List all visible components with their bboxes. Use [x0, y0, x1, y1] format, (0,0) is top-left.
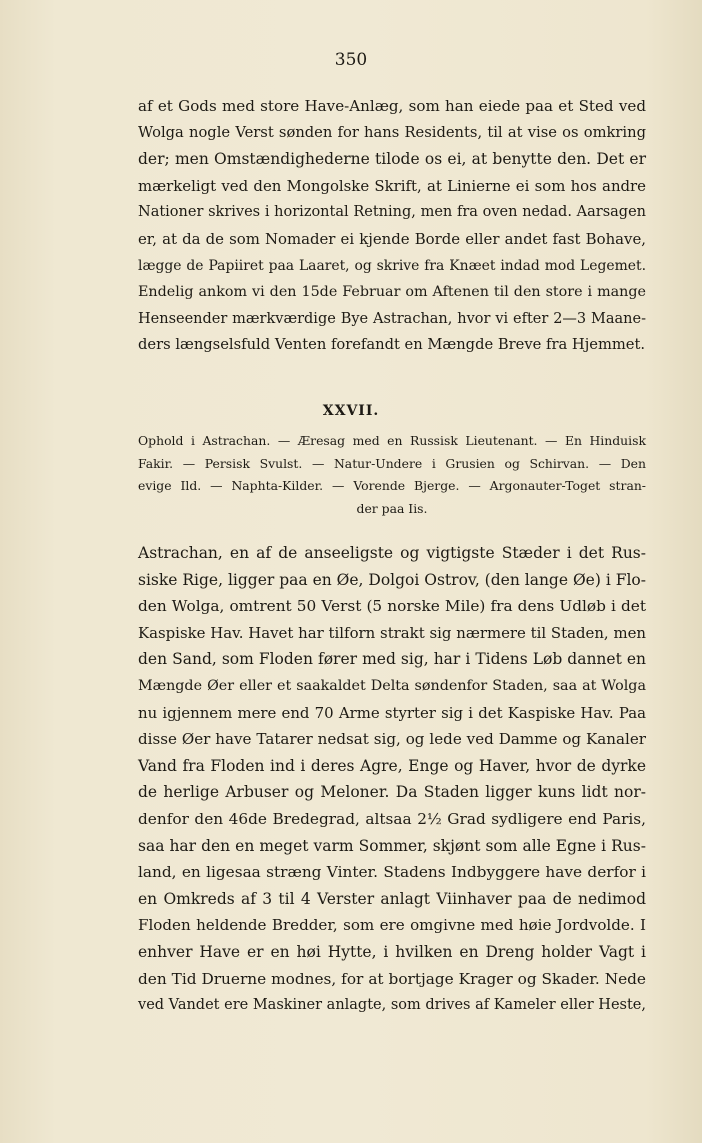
text-line: nu igjennem mere end 70 Arme styrter sig i det Kaspiske Hav. Paa [138, 703, 646, 722]
summary-line: Fakir. — Persisk Svulst. — Natur-Undere i Grusien og Schirvan. — Den [138, 455, 646, 471]
text-line: lægge de Papiiret paa Laaret, og skrive fra Knæet indad mod Legemet. [138, 257, 646, 274]
text-line: Floden heldende Bredder, som ere omgivne med høie Jordvolde. I [138, 916, 646, 935]
text-line: en Omkreds af 3 til 4 Verster anlagt Viinhaver paa de nedimod [138, 889, 646, 908]
text-line: disse Øer have Tatarer nedsat sig, og lede ved Damme og Kanaler [138, 730, 646, 749]
text-line: mærkeligt ved den Mongolske Skrift, at Linierne ei som hos andre [138, 176, 646, 195]
text-line: Wolga nogle Verst sønden for hans Residents, til at vise os omkring [138, 123, 646, 141]
text-line: den Tid Druerne modnes, for at bortjage Krager og Skader. Nede [138, 969, 646, 988]
text-line: land, en ligesaa stræng Vinter. Stadens Indbyggere have derfor i [138, 863, 646, 882]
paragraph-main [138, 540, 646, 1019]
chapter-summary [138, 430, 646, 520]
text-line: Mængde Øer eller et saakaldet Delta søndenfor Staden, saa at Wolga [138, 677, 646, 694]
text-line: denfor den 46de Bredegrad, altsaa 2½ Grad sydligere end Paris, [138, 809, 646, 828]
summary-line: evige Ild. — Naphta-Kilder. — Vorende Bjerge. — Argonauter-Toget stran- [138, 478, 646, 493]
text-line: Kaspiske Hav. Havet har tilforn strakt sig nærmere til Staden, men [138, 623, 646, 642]
text-line: Nationer skrives i horizontal Retning, men fra oven nedad. Aarsagen [138, 204, 646, 221]
text-line: af et Gods med store Have-Anlæg, som han eiede paa et Sted ved [138, 97, 646, 115]
paragraph-continued [138, 93, 646, 359]
text-line: enhver Have er en høi Hytte, i hvilken en Dreng holder Vagt i [138, 942, 646, 961]
text-line: Vand fra Floden ind i deres Agre, Enge og Haver, hvor de dyrke [138, 756, 646, 775]
text-line: de herlige Arbuser og Meloner. Da Staden ligger kuns lidt nor- [138, 783, 646, 802]
text-line: Astrachan, en af de anseeligste og vigtigste Stæder i det Rus- [138, 544, 646, 562]
text-line: ved Vandet ere Maskiner anlagte, som drives af Kameler eller Heste, [138, 997, 646, 1014]
text-line: Endelig ankom vi den 15de Februar om Aftenen til den store i mange [138, 284, 646, 301]
page-number: 350 [334, 50, 368, 70]
text-line: den Sand, som Floden fører med sig, har i Tidens Løb dannet en [138, 650, 646, 669]
text-line: siske Rige, ligger paa en Øe, Dolgoi Ostrov, (den lange Øe) i Flo- [138, 570, 646, 589]
text-line: ders længselsfuld Venten forefandt en Mængde Breve fra Hjemmet. [138, 336, 646, 354]
text-line: den Wolga, omtrent 50 Verst (5 norske Mile) fra dens Udløb i det [138, 597, 646, 616]
summary-line: der paa Iis. [356, 500, 428, 516]
summary-line: Ophold i Astrachan. — Æresag med en Russisk Lieutenant. — En Hinduisk [138, 433, 646, 448]
text-line: der; men Omstændighederne tilode os ei, at benytte den. Det er [138, 150, 646, 169]
text-line: er, at da de som Nomader ei kjende Borde eller andet fast Bohave, [138, 229, 646, 248]
chapter-heading: XXVII. [322, 403, 380, 419]
text-line: saa har den en meget varm Sommer, skjønt som alle Egne i Rus- [138, 836, 646, 855]
text-line: Henseender mærkværdige Bye Astrachan, hvor vi efter 2—3 Maane- [138, 310, 646, 327]
